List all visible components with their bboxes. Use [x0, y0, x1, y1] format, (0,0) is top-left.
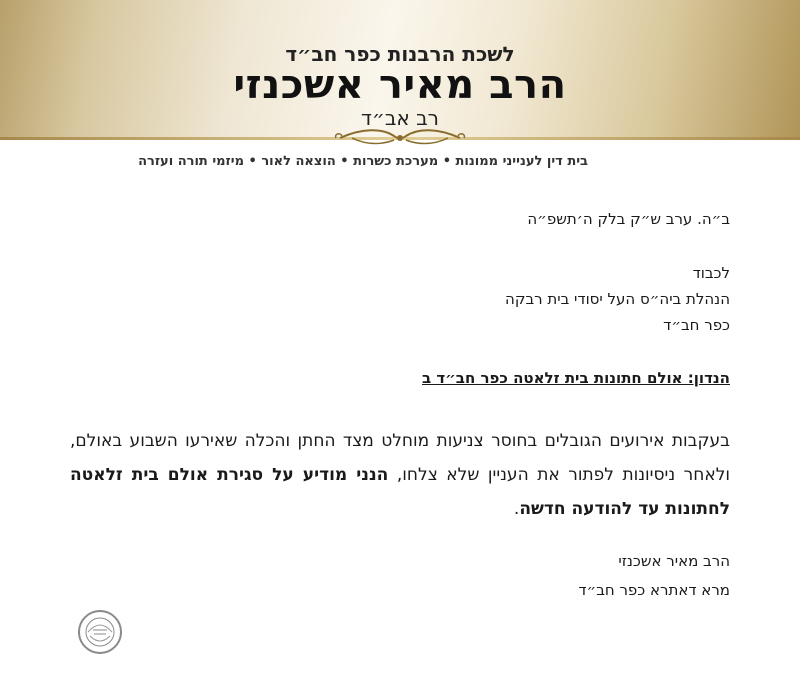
- letterhead-rabbi-title: רב אב״ד: [361, 106, 439, 130]
- signature-title: מרא דאתרא כפר חב״ד: [578, 581, 730, 599]
- recipient-line-1: לכבוד: [692, 264, 730, 282]
- body-text-bold: הנני מודיע על סגירת אולם בית זלאטה לחתונות עד להודעה חדשה: [70, 465, 730, 519]
- letter-body: [70, 424, 730, 526]
- recipient-line-3: כפר חב״ד: [663, 316, 730, 334]
- stamp-icon: [80, 612, 120, 652]
- letter-subject: הנדון: אולם חתונות בית זלאטה כפר חב״ד ב: [421, 369, 730, 387]
- letterhead-banner: [0, 0, 800, 140]
- recipient-line-2: הנהלת ביה״ס העל יסודי בית רבקה: [505, 290, 730, 308]
- letter-date: ב״ה. ערב ש״ק בלק ה׳תשפ״ה: [527, 210, 730, 228]
- ornament-flourish-icon: [332, 124, 468, 154]
- rabbinic-stamp-seal: [78, 610, 122, 654]
- letterhead-office: לשכת הרבנות כפר חב״ד: [285, 42, 515, 66]
- body-text-regular: בעקבות אירועים הגובלים בחוסר צניעות מוחלט מצד החתן והכלה שאירעו השבוע באולם, ולאחר ניסיונות לפתור את העניין שלא צלחו,: [70, 431, 731, 485]
- body-text-end: .: [513, 499, 520, 519]
- letterhead-services: בית דין לענייני ממונות • מערכת כשרות • הוצאה לאור • מיזמי תורה ועזרה: [138, 154, 588, 169]
- signature-name: הרב מאיר אשכנזי: [618, 552, 730, 570]
- letterhead-rabbi-name: הרב מאיר אשכנזי: [233, 62, 567, 108]
